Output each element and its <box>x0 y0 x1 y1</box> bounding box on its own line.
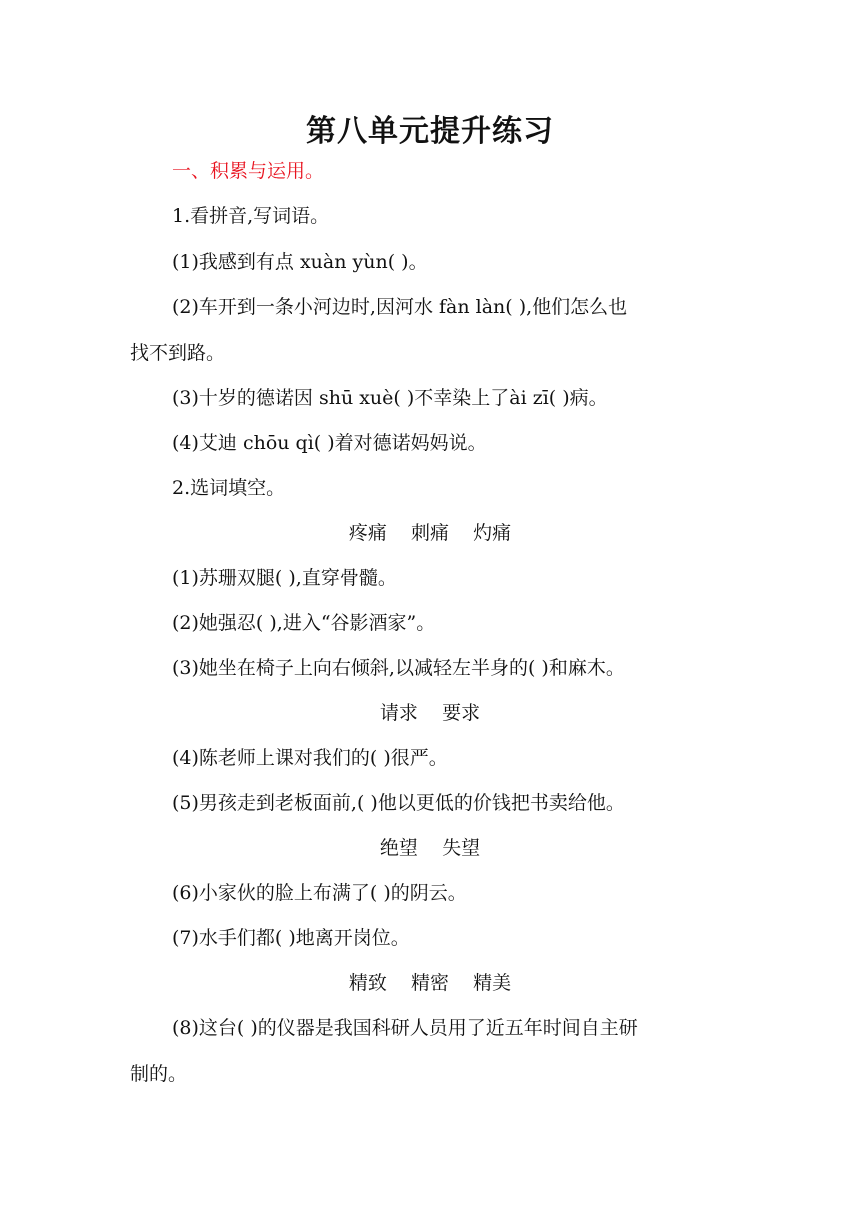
word-choices-3: 绝望 失望 <box>379 837 481 859</box>
question-2-item-1: (1)苏珊双腿( ),直穿骨髓。 <box>172 567 397 589</box>
question-2-item-6: (6)小家伙的脸上布满了( )的阴云。 <box>172 882 467 904</box>
question-2-item-8-continued: 制的。 <box>130 1063 188 1085</box>
question-2-item-4: (4)陈老师上课对我们的( )很严。 <box>172 747 448 769</box>
question-2-item-5: (5)男孩走到老板面前,( )他以更低的价钱把书卖给他。 <box>172 792 625 814</box>
page-title: 第八单元提升练习 <box>306 114 554 149</box>
question-1-item-1: (1)我感到有点 xuàn yùn( )。 <box>172 251 428 273</box>
question-2-item-8: (8)这台( )的仪器是我国科研人员用了近五年时间自主研 <box>172 1017 638 1039</box>
question-2-item-2: (2)她强忍( ),进入“谷影酒家”。 <box>172 612 436 634</box>
section-heading: 一、积累与运用。 <box>172 160 325 182</box>
question-1-item-4: (4)艾迪 chōu qì( )着对德诺妈妈说。 <box>172 432 487 454</box>
word-choices-1: 疼痛 刺痛 灼痛 <box>348 522 512 544</box>
question-1-heading: 1.看拼音,写词语。 <box>172 205 330 227</box>
question-1-item-2: (2)车开到一条小河边时,因河水 fàn làn( ),他们怎么也 <box>172 296 628 318</box>
word-choices-4: 精致 精密 精美 <box>348 972 512 994</box>
question-2-item-7: (7)水手们都( )地离开岗位。 <box>172 927 410 949</box>
question-2-heading: 2.选词填空。 <box>172 477 286 499</box>
question-2-item-3: (3)她坐在椅子上向右倾斜,以减轻左半身的( )和麻木。 <box>172 657 625 679</box>
question-1-item-3: (3)十岁的德诺因 shū xuè( )不幸染上了ài zī( )病。 <box>172 387 608 409</box>
word-choices-2: 请求 要求 <box>379 702 481 724</box>
question-1-item-2-continued: 找不到路。 <box>130 342 226 364</box>
